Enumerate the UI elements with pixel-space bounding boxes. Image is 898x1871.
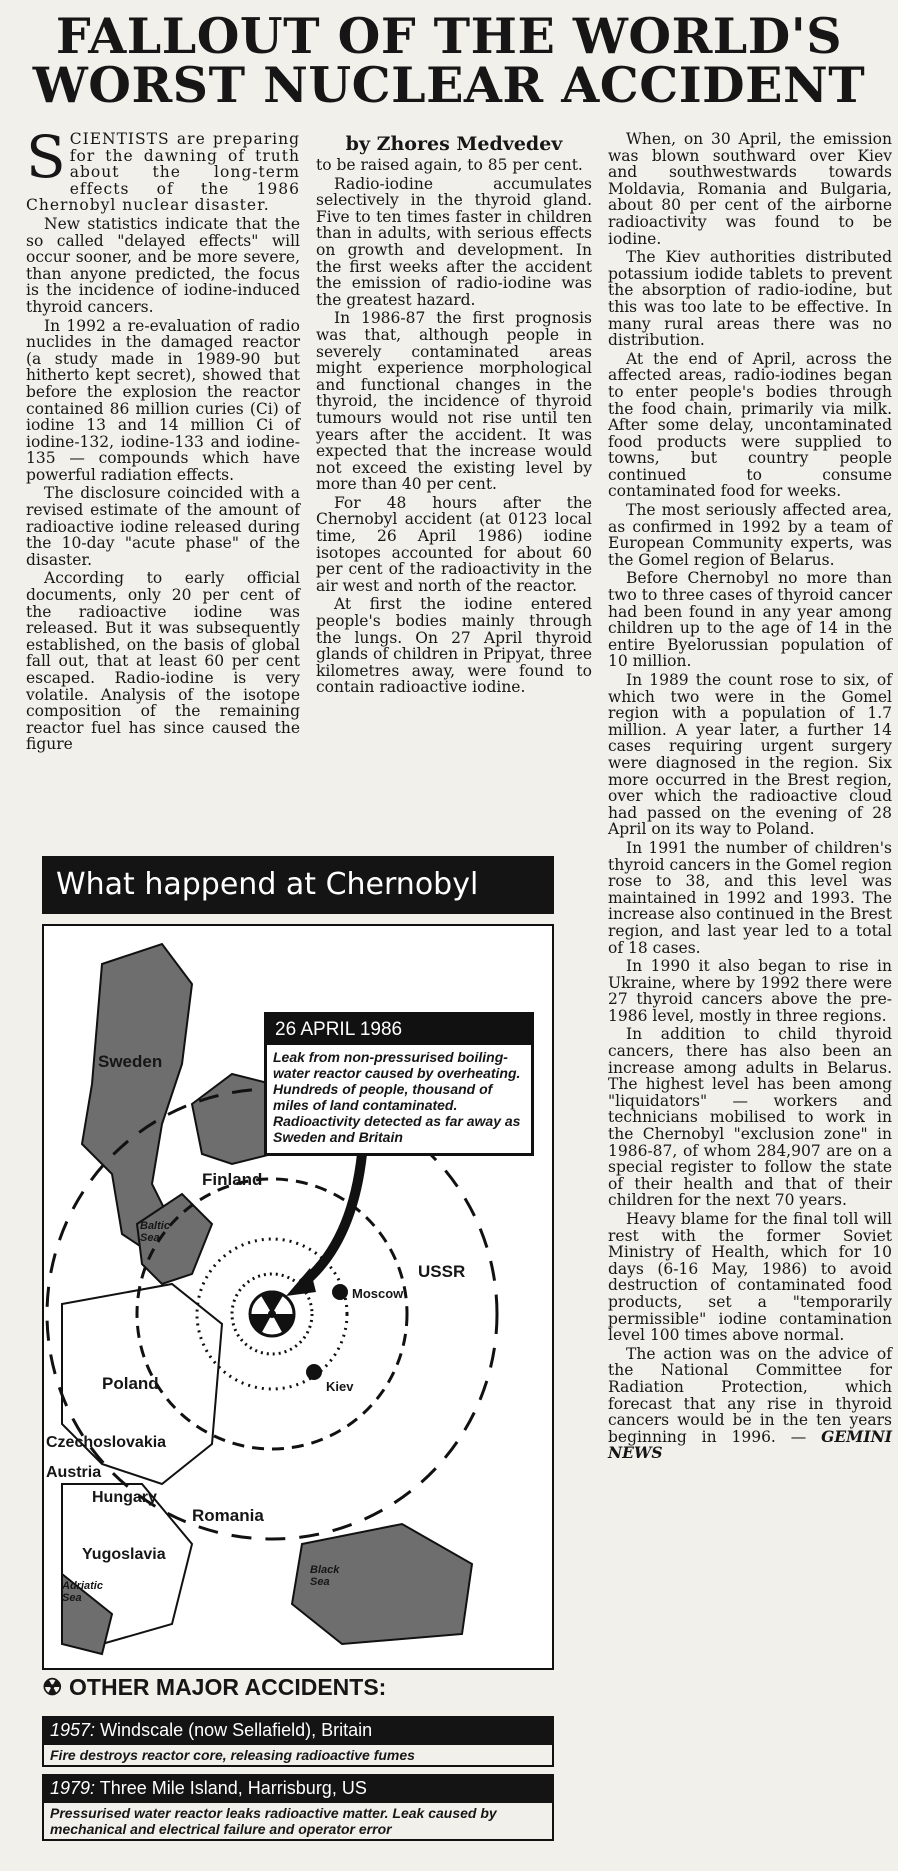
article-column-2 — [316, 157, 592, 698]
label-adriatic-sea: Adriatic Sea — [62, 1580, 103, 1604]
accident-year-line — [42, 1716, 554, 1745]
signature: GEMINI NEWS — [608, 1426, 892, 1463]
fallout-map — [42, 924, 554, 1670]
accident-description: Fire destroys reactor core, releasing radioactive fumes — [42, 1745, 554, 1767]
article-paragraph: In 1992 a re-evaluation of radio nuclides in the damaged reactor (a study made in 1989-90 but hitherto kept secret), showed that before the explosion the reactor contained 86 million curies (Ci) of iodine 13 and 14 million Ci of iodine-132, iodine-133 and iodine-135 — compounds which have powerful radiation effects. — [26, 316, 300, 484]
article-paragraph: Radio-iodine accumulates selectively in the thyroid gland. Five to ten times faster in children than in adults, with serious effects on growth and development. In the first weeks after the accident the emission of radio-iodine was the greatest hazard. — [316, 174, 592, 309]
article-closing-paragraph — [608, 1346, 892, 1462]
accident-place: Windscale (now Sellafield), Britain — [100, 1720, 373, 1740]
lead-text: CIENTISTS are preparing for the dawning of truth about the long-term effects of the 1986 Chernobyl nuclear disaster. — [26, 130, 300, 215]
drop-cap: S — [26, 123, 66, 191]
headline-line-1: FALLOUT OF THE WORLD'S — [55, 7, 843, 65]
article-paragraph: At first the iodine entered people's bodies mainly through the lungs. On 27 April thyroid glands of children in Pripyat, three kilometres away, were found to contain radioactive iodine. — [316, 595, 592, 697]
article-paragraph: The most seriously affected area, as confirmed in 1992 by a team of European Community experts, was the Gomel region of Belarus. — [608, 501, 892, 569]
label-sweden: Sweden — [98, 1052, 163, 1071]
article-paragraph: In 1986-87 the first prognosis was that, although people in severely contaminated areas might experience morphological and functional changes in the thyroid, the incidence of thyroid tumours would not rise until ten years after the accident. It was expected that the increase would not exceed the existing level by more than 40 per cent. — [316, 309, 592, 494]
headline — [0, 7, 898, 114]
accident-place: Three Mile Island, Harrisburg, US — [99, 1778, 367, 1798]
label-hungary: Hungary — [92, 1489, 157, 1506]
label-yugoslavia: Yugoslavia — [82, 1546, 166, 1563]
accident-year: 1957: — [50, 1720, 96, 1740]
article-paragraph: According to early official documents, only 20 per cent of the radioactive iodine was released. But it was subsequently established, on the basis of global fall out, that at least 60 per cent escaped. Radio-iodine is very volatile. Analysis of the isotope composition of the remaining reactor fuel has since caused the figure — [26, 569, 300, 754]
kiev-dot-icon — [306, 1364, 322, 1380]
article-column-1 — [26, 123, 300, 755]
label-austria: Austria — [46, 1464, 102, 1481]
label-kiev: Kiev — [326, 1379, 354, 1394]
headline-line-2: WORST NUCLEAR ACCIDENT — [32, 56, 866, 114]
callout-text: Leak from non-pressurised boiling-water reactor caused by overheating. Hundreds of people, thousand of miles of land contaminated. Radioactivity detected as far away as Sweden and Britain — [273, 1049, 521, 1145]
moscow-dot-icon — [332, 1284, 348, 1300]
accident-1957 — [42, 1716, 554, 1767]
label-romania: Romania — [192, 1506, 264, 1525]
callout-date: 26 APRIL 1986 — [267, 1015, 531, 1045]
article-paragraph: At the end of April, across the affected areas, radio-iodines began to enter people's bodies through the food chain, primarily via milk. After some delay, uncontaminated food products were supplied to towns, but country people continued to consume contaminated food for weeks. — [608, 349, 892, 501]
article-paragraph: For 48 hours after the Chernobyl accident (at 0123 local time, 26 April 1986) iodine isotopes accounted for about 60 per cent of the radioactivity in the air west and north of the reactor. — [316, 493, 592, 595]
radiation-icon — [249, 1290, 295, 1336]
label-czechoslovakia: Czechoslovakia — [46, 1434, 167, 1451]
accident-year: 1979: — [50, 1778, 96, 1798]
accident-1979 — [42, 1774, 554, 1841]
article-paragraph: The Kiev authorities distributed potassium iodide tablets to prevent the absorption of radio-iodine, but this was too late to be effective. In many rural areas there was no distribution. — [608, 248, 892, 350]
article-paragraph: In 1990 it also began to rise in Ukraine, where by 1992 there were 27 thyroid cancers above the pre-1986 level, mostly in three regions. — [608, 957, 892, 1025]
label-moscow: Moscow — [352, 1286, 404, 1301]
article-paragraph: to be raised again, to 85 per cent. — [316, 156, 583, 174]
article-paragraph: New statistics indicate that the so called "delayed effects" will occur sooner, and be more severe, than anyone predicted, the focus is the incidence of iodine-induced thyroid cancers. — [26, 214, 300, 316]
other-accidents-title-text: OTHER MAJOR ACCIDENTS: — [69, 1674, 387, 1700]
article-paragraph: The disclosure coincided with a revised estimate of the amount of radioactive iodine released during the 10-day "acute phase" of the disaster. — [26, 484, 300, 569]
label-black-sea: Black Sea — [310, 1564, 340, 1588]
label-baltic-sea: Baltic Sea — [140, 1220, 170, 1244]
graphic-title: What happend at Chernobyl — [42, 856, 554, 914]
article-paragraph: In 1991 the number of children's thyroid cancers in the Gomel region rose to 38, and this level was maintained in 1992 and 1993. The increase also continued in the Brest region, and last year led to a total of 18 cases. — [608, 838, 892, 957]
chernobyl-graphic — [30, 856, 560, 1856]
accident-year-line — [42, 1774, 554, 1803]
article-lead-paragraph — [26, 123, 300, 215]
other-accidents-title: ☢ OTHER MAJOR ACCIDENTS: — [42, 1674, 387, 1700]
label-poland: Poland — [102, 1374, 159, 1393]
article-paragraph: Heavy blame for the final toll will rest with the former Soviet Ministry of Health, which for 10 days (6-16 May, 1986) to avoid destruction of contaminated food products, set a "temporarily permissible" iodine contamination level 100 times above normal. — [608, 1210, 892, 1345]
article-paragraph: In 1989 the count rose to six, of which two were in the Gomel region with a population of 1.7 million. A year later, a further 14 cases requiring urgent surgery were diagnosed in the region. Six more occurred in the Brest region, over which the radioactive cloud had passed on the evening of 28 April on its way to Poland. — [608, 671, 892, 839]
accident-description: Pressurised water reactor leaks radioactive matter. Leak caused by mechanical and electrical failure and operator error — [42, 1803, 554, 1841]
article-paragraph: When, on 30 April, the emission was blown southward over Kiev and southwestwards towards Moldavia, Romania and Bulgaria, about 80 per cent of the airborne radioactivity was found to be iodine. — [608, 130, 892, 248]
byline: by Zhores Medvedev — [345, 133, 563, 155]
chernobyl-callout — [264, 1012, 534, 1156]
article-paragraph: Before Chernobyl no more than two to three cases of thyroid cancer had been found in any year among children up to the age of 14 in the entire Byelorussian population of 10 million. — [608, 569, 892, 671]
label-ussr: USSR — [418, 1262, 466, 1281]
label-finland: Finland — [202, 1170, 263, 1189]
article-paragraph: In addition to child thyroid cancers, there has also been an increase among adults in Belarus. The highest level has been among "liquidators" — workers and technicians mobilised to work in the Chernobyl "exclusion zone" in 1986-87, of whom 284,907 are on a special register to follow the state of their health and that of their children for the next 70 years. — [608, 1025, 892, 1210]
article-column-3 — [608, 131, 892, 1464]
closing-text: The action was on the advice of the National Committee for Radiation Protection, which forecast that any rise in thyroid cancers would be in the ten years beginning in 1996. — — [608, 1344, 892, 1446]
